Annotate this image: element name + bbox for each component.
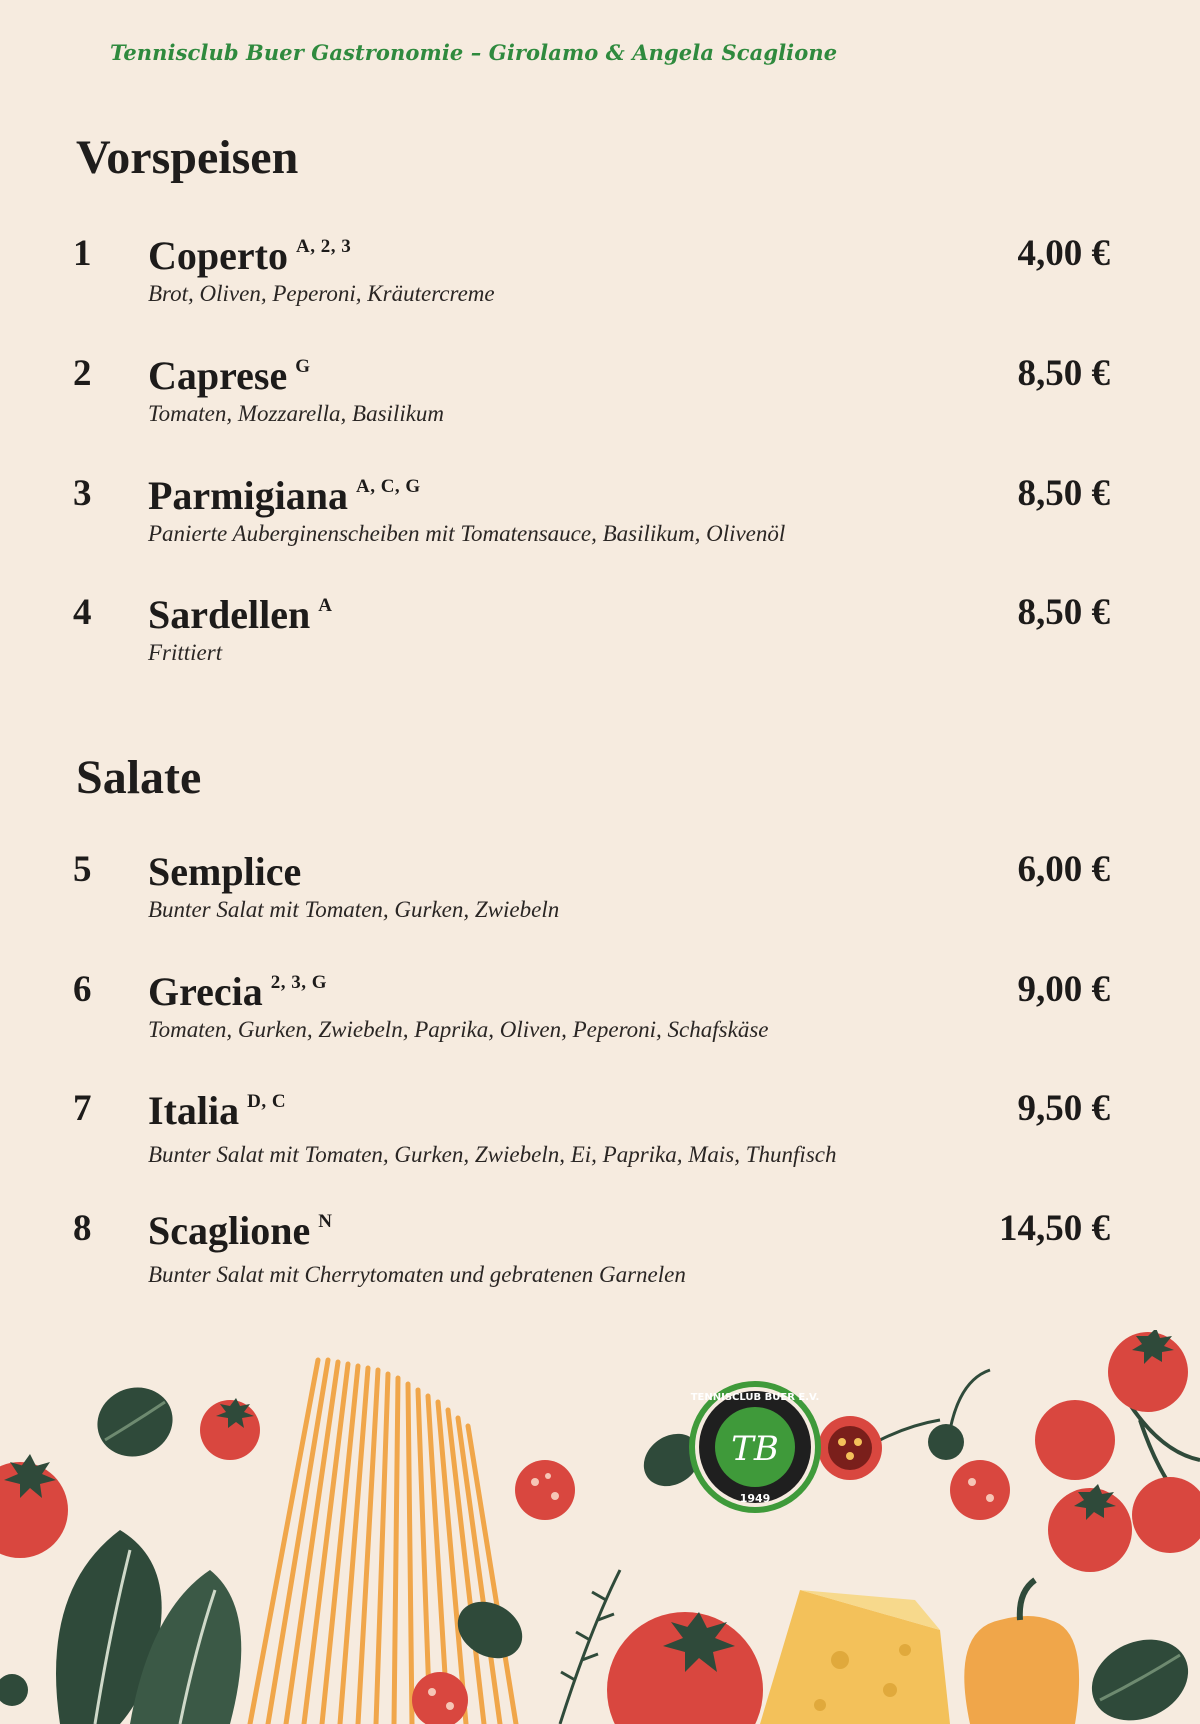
item-description: Tomaten, Gurken, Zwiebeln, Paprika, Oliven, Peperoni, Schafskäse	[148, 1017, 769, 1042]
item-name: Caprese $^G$	[148, 353, 311, 398]
allergen-codes: A, C, G	[355, 476, 421, 497]
item-description: Bunter Salat mit Tomaten, Gurken, Zwiebeln, Ei, Paprika, Mais, Thunfisch	[148, 1142, 837, 1167]
section-title-salate: Salate	[76, 751, 202, 804]
allergen-codes: A, 2, 3	[295, 236, 352, 257]
logo-monogram: TB	[731, 1429, 779, 1469]
allergen-codes: 2, 3, G	[270, 972, 328, 993]
item-name: Parmigiana $^{A, C, G}$	[148, 473, 421, 518]
tomato-icon	[200, 1398, 260, 1460]
allergen-codes: G	[295, 356, 311, 377]
menu-item	[0, 1087, 1200, 1187]
tomato-half-icon	[818, 1416, 882, 1480]
menu-item	[0, 968, 1200, 1068]
tomato-icon	[0, 1454, 68, 1558]
item-number: 1	[73, 233, 92, 274]
tomato-vine-icon	[1035, 1330, 1200, 1572]
item-price: 4,00 €	[1017, 233, 1110, 274]
food-illustration-band	[0, 1330, 1200, 1724]
item-name: Semplice	[148, 849, 302, 894]
item-name: Italia $^{D, C}$	[148, 1088, 287, 1133]
item-name: Scaglione $^N$	[148, 1208, 333, 1253]
item-number: 8	[73, 1208, 92, 1249]
item-number: 3	[73, 473, 92, 514]
menu-item	[0, 848, 1200, 948]
allergen-codes: N	[318, 1211, 333, 1232]
item-number: 5	[73, 849, 92, 890]
spaghetti-icon	[250, 1360, 516, 1724]
item-description: Frittiert	[148, 640, 223, 665]
item-price: 8,50 €	[1017, 353, 1110, 394]
item-number: 6	[73, 969, 92, 1010]
tennisclub-logo	[686, 1378, 824, 1516]
menu-item	[0, 1207, 1200, 1307]
item-description: Bunter Salat mit Cherrytomaten und gebratenen Garnelen	[148, 1262, 686, 1287]
menu-item	[0, 352, 1200, 452]
spinach-icon	[56, 1530, 241, 1724]
item-description: Panierte Auberginenscheiben mit Tomatensauce, Basilikum, Olivenöl	[148, 521, 786, 546]
item-price: 9,50 €	[1017, 1088, 1110, 1129]
cheese-icon	[760, 1590, 950, 1724]
item-name: Coperto $^{A, 2, 3}$	[148, 233, 352, 278]
item-price: 9,00 €	[1017, 969, 1110, 1010]
allergen-codes: D, C	[247, 1091, 287, 1112]
basil-leaf-icon	[88, 1377, 183, 1467]
logo-year: 1949	[739, 1492, 771, 1505]
item-price: 14,50 €	[999, 1208, 1110, 1249]
menu-item	[0, 591, 1200, 691]
item-description: Tomaten, Mozzarella, Basilikum	[148, 401, 445, 426]
basil-leaf-icon	[1079, 1624, 1200, 1724]
logo-ring-text: TENNISCLUB BUER E.V.	[690, 1392, 820, 1403]
item-name: Sardellen $^A$	[148, 592, 333, 637]
item-number: 4	[73, 592, 92, 633]
item-name: Grecia $^{2, 3, G}$	[148, 969, 328, 1014]
item-price: 8,50 €	[1017, 473, 1110, 514]
bell-pepper-icon	[964, 1580, 1079, 1724]
restaurant-header: Tennisclub Buer Gastronomie – Girolamo & Angela Scaglione	[110, 40, 838, 65]
menu-item	[0, 232, 1200, 332]
allergen-codes: A	[318, 595, 333, 616]
item-number: 7	[73, 1088, 92, 1129]
item-description: Bunter Salat mit Tomaten, Gurken, Zwiebeln	[148, 897, 560, 922]
item-price: 8,50 €	[1017, 592, 1110, 633]
item-price: 6,00 €	[1017, 849, 1110, 890]
item-description: Brot, Oliven, Peperoni, Kräutercreme	[148, 281, 495, 306]
tomato-icon	[607, 1612, 763, 1724]
section-title-vorspeisen: Vorspeisen	[76, 131, 299, 184]
item-number: 2	[73, 353, 92, 394]
menu-item	[0, 472, 1200, 572]
